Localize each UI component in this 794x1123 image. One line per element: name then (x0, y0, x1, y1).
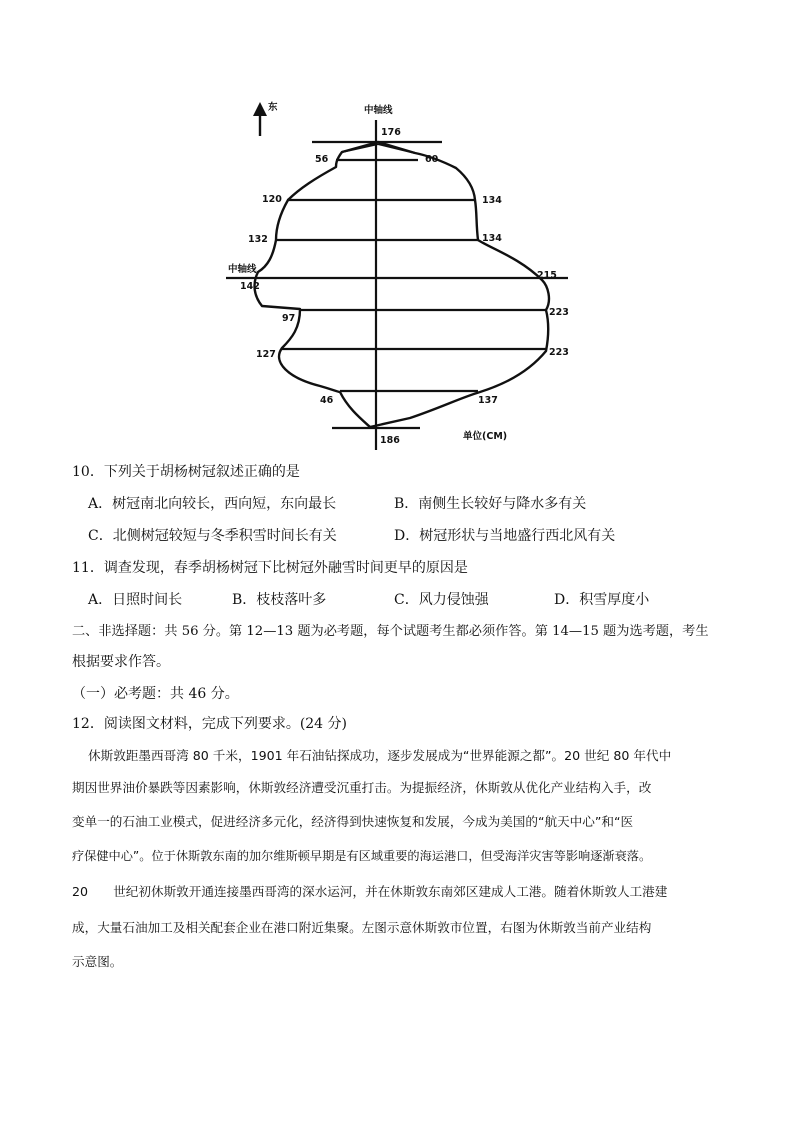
measure-right: 134 (482, 195, 502, 206)
paragraph-line: 示意图。 (72, 954, 123, 969)
question-10-option-d: D．树冠形状与当地盛行西北风有关 (394, 528, 616, 544)
question-11-stem: 11．调查发现，春季胡杨树冠下比树冠外融雪时间更早的原因是 (72, 560, 468, 576)
measure-right: 137 (478, 395, 498, 406)
measurement-lines (276, 160, 546, 391)
measure-left: 120 (262, 194, 282, 205)
tree-crown-figure (210, 95, 600, 457)
measure-right: 223 (549, 307, 569, 318)
question-11-option-a: A．日照时间长 (88, 592, 183, 608)
measure-bottom: 186 (380, 435, 400, 446)
direction-arrow-icon (253, 102, 267, 136)
measure-left: 46 (320, 395, 334, 406)
section-2-line-1: 二、非选择题：共 56 分。第 12—13 题为必考题，每个试题考生都必须作答。第 14—15 题为选考题，考生 (72, 624, 709, 639)
direction-label: 东 (268, 102, 278, 113)
paragraph-line: 期因世界油价暴跌等因素影响，休斯敦经济遭受沉重打击。为提振经济，休斯敦从优化产业结构入手，改 (72, 780, 652, 795)
measure-left: 56 (315, 154, 329, 165)
measure-top: 176 (381, 127, 401, 138)
question-11-option-c: C．风力侵蚀强 (394, 592, 489, 608)
paragraph-line: 疗保健中心”。位于休斯敦东南的加尔维斯顿早期是有区域重要的海运港口，但受海洋灾害等影响逐渐衰落。 (72, 849, 652, 863)
question-10-option-b: B．南侧生长较好与降水多有关 (394, 496, 587, 512)
measure-right: 215 (537, 270, 557, 281)
paragraph-line: 成，大量石油加工及相关配套企业在港口附近集聚。左图示意休斯敦市位置，右图为休斯敦当前产业结构 (72, 920, 652, 935)
question-10-option-c: C．北侧树冠较短与冬季积雪时间长有关 (88, 528, 337, 544)
left-axis-label: 中轴线 (228, 264, 257, 275)
measure-left: 142 (240, 281, 260, 292)
paragraph-line: 休斯敦距墨西哥湾 80 千米，1901 年石油钻探成功，逐步发展成为“世界能源之都”。20 世纪 80 年代中 (88, 748, 672, 763)
subsection-required: （一）必考题：共 46 分。 (72, 686, 239, 702)
question-11-option-d: D．积雪厚度小 (554, 592, 650, 608)
question-10-stem: 10．下列关于胡杨树冠叙述正确的是 (72, 464, 300, 480)
question-11-option-b: B．枝枝落叶多 (232, 592, 327, 608)
paragraph-line: 20 世纪初休斯敦开通连接墨西哥湾的深水运河，并在休斯敦东南郊区建成人工港。随着休斯敦人工港建 (72, 884, 668, 899)
measure-right: 223 (549, 347, 569, 358)
measure-right: 60 (425, 154, 439, 165)
measure-right: 134 (482, 233, 502, 244)
question-10-option-a: A．树冠南北向较长，西向短，东向最长 (88, 496, 337, 512)
question-12-stem: 12．阅读图文材料，完成下列要求。(24 分) (72, 716, 348, 732)
section-2-line-2: 根据要求作答。 (72, 654, 170, 670)
paragraph-line: 变单一的石油工业模式，促进经济多元化，经济得到快速恢复和发展，今成为美国的“航天中心”和“医 (72, 814, 634, 829)
measure-left: 97 (282, 313, 296, 324)
measure-left: 132 (248, 234, 268, 245)
measure-left: 127 (256, 349, 276, 360)
unit-label: 单位(CM) (463, 431, 508, 442)
crown-outline (255, 142, 549, 427)
top-axis-label: 中轴线 (364, 105, 393, 116)
